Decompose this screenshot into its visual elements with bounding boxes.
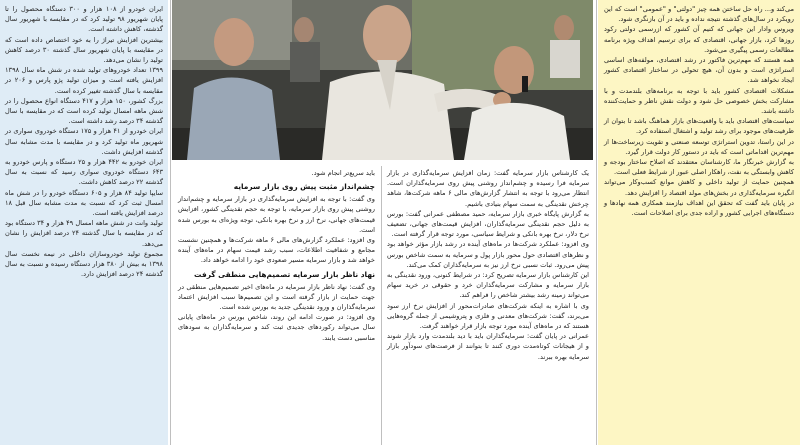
left-paragraph: ۱۳۹۹ تعداد خودروهای تولید شده در شش ماه سال ۱۳۹۸ افزایش یافته است و میزان تولید پژو پارس و ۲۰۶ در مقایسه با سال گذشته تغییر کرده است. (5, 66, 163, 95)
right-paragraph: در پایان باید گفت که تحقق این اهداف نیازمند همکاری همه نهادها و دستگاه‌های اجرایی کشور و اراده جدی برای اصلاحات است. (604, 198, 794, 218)
intro-line: باید سریع‌تر انجام شود. (311, 169, 375, 177)
center-paragraph: یک کارشناس بازار سرمایه گفت: زمان افزایش سرمایه‌گذاری در بازار سرمایه فرا رسیده و چشم‌انداز روشنی پیش روی سرمایه‌گذاران است. انتظار می‌رود با توجه به انتشار گزارش‌های مالی ۶ ماهه شرکت‌ها، شاهد چرخش نقدینگی به سمت سهام بنیادی باشیم. (387, 169, 589, 208)
right-paragraph: ویروس وادار این جهانی که کنیم آن کشور که ازرسمی دولتی رکود روزها کرد، بازار جهانی، اقتصادی که برای ترسیم اهداف ویژه برنامه مطالعات رسمی پیگیری می‌شود. (604, 25, 794, 54)
right-paragraph: سیاست‌های اقتصادی باید با واقعیت‌های بازار هماهنگ باشد تا بتوان از ظرفیت‌های موجود برای رشد تولید و اشتغال استفاده کرد. (604, 117, 794, 136)
right-paragraph: به گزارش خبرنگار ما، کارشناسان معتقدند که اصلاح ساختار بودجه و کاهش وابستگی به نفت، راهکار اصلی عبور از شرایط فعلی است. (604, 158, 794, 177)
right-article-column (598, 0, 800, 445)
left-paragraph: بیشترین افزایش تیراژ را به خود اختصاص داده است که در مقایسه با پایان شهریور سال گذشته ۳۰ درصد کاهش تولید را نشان می‌دهد. (5, 35, 163, 65)
center-paragraph: عمرانی در پایان گفت: سرمایه‌گذاران باید با دید بلندمدت وارد بازار شوند و از هیجانات کوتاه‌مدت دوری کنند تا بتوانند از فرصت‌های سودآور بازار سرمایه بهره ببرند. (387, 332, 589, 361)
center-paragraph: وی با اشاره به اینکه شرکت‌های صادرات‌محور از افزایش نرخ ارز سود می‌برند، گفت: شرکت‌های معدنی و فلزی و پتروشیمی از جمله گروه‌هایی هستند که در ماه‌های آینده مورد توجه بازار قرار خواهند گرفت. (387, 301, 589, 331)
center-article-column-2 (174, 166, 379, 445)
section-heading: نهاد ناظر بازار سرمایه تصمیم‌هایی منطقی گرفت (194, 269, 375, 279)
column-divider (381, 166, 382, 445)
traders-photo-illustration (172, 0, 593, 160)
left-paragraph: تولید وانت در شش ماهه امسال ۴۹ هزار و ۳۴ دستگاه بود که در مقایسه با سال گذشته ۲۴ درصد افزایش را نشان می‌دهد. (5, 219, 163, 248)
left-paragraph: ایران خودرو به ۴۴۲ هزار و ۲۵ دستگاه و پارس خودرو به ۶۴۳ دستگاه خودروی سواری رسید که نسبت به سال گذشته ۲۲ درصد کاهش داشت. (5, 158, 163, 187)
left-paragraph: مجموع تولید خودروسازان داخلی در نیمه نخست سال ۱۳۹۸ به بیش از ۳۸۰ هزار دستگاه رسیده و نسبت به سال گذشته ۲۴ درصد افزایش دارد. (5, 249, 163, 279)
section-heading: چشم‌انداز مثبت پیش روی بازار سرمایه (233, 182, 375, 192)
center-paragraph: وی افزود: عملکرد شرکت‌ها در ماه‌های آینده در رشد بازار مؤثر خواهد بود و نظرهای اقتصادی حول محور بازار پول و سرمایه به سمت شاخص بورس پیش می‌رود. ثبات نسبی نرخ ارز نیز به سرمایه‌گذاران کمک می‌کند. (387, 240, 589, 269)
right-paragraph: همچنین حمایت از تولید داخلی و کاهش موانع کسب‌وکار می‌تواند انگیزه سرمایه‌گذاری در بخش‌های مولد اقتصاد را افزایش دهد. (604, 178, 794, 197)
center-paragraph: این کارشناس بازار سرمایه تصریح کرد: در شرایط کنونی، ورود نقدینگی به بازار سرمایه و مشارکت سرمایه‌گذاران خرد و حقوقی در خرید سهام می‌تواند زمینه رشد بیشتر شاخص را فراهم کند. (387, 271, 589, 300)
column-divider (170, 0, 171, 445)
right-paragraph: همه هستند که مهم‌ترین فاکتور در رشد اقتصادی، مولفه‌های اساسی استراتژی است و بدون آن، هیچ تحولی در ساختار اقتصادی کشور ایجاد نخواهد شد. (604, 56, 794, 85)
column-divider (596, 0, 597, 445)
right-paragraph: در این راستا، تدوین استراتژی توسعه صنعتی و تقویت زیرساخت‌ها از مهم‌ترین اقداماتی است که باید در دستور کار دولت قرار گیرد. (604, 137, 794, 156)
center-paragraph: وی افزود: عملکرد گزارش‌های مالی ۶ ماهه شرکت‌ها و همچنین نشست مجامع و شفافیت اطلاعات، سبب رشد قیمت سهام در ماه‌های آینده خواهد شد و بازار سرمایه مسیر صعودی خود را ادامه خواهد داد. (178, 236, 375, 265)
center-paragraph: به گزارش پایگاه خبری بازار سرمایه، حمید مصطفی عمرانی گفت: بورس به دلیل حجم نقدینگی سرمایه‌گذاران، افزایش قیمت‌های جهانی، تضعیف نرخ دلار، نرخ بهره بانکی و شرایط سیاسی، مورد توجه قرار گرفته است. (387, 209, 589, 239)
left-paragraph: سایپا تولید ۸۴ هزار و ۶۰۵ دستگاه خودرو را در شش ماه امسال ثبت کرد که نسبت به مدت مشابه سال قبل ۱۸ درصد افزایش یافته است. (5, 188, 164, 218)
left-article-column (0, 0, 168, 445)
left-paragraph: ایران خودرو از ۴۱ هزار و ۱۷۵ دستگاه خودروی سواری در شهریور ماه تولید کرد و در مقایسه با مدت مشابه سال گذشته افزایش داشت. (5, 127, 163, 156)
center-paragraph: وی گفت: با توجه به افزایش سرمایه‌گذاری در بازار سرمایه و چشم‌انداز روشنی پیش روی بازار سرمایه، با توجه به حجم نقدینگی کشور، افزایش قیمت‌های جهانی، نرخ ارز و نرخ بهره بانکی، توجه ویژه‌ای به بورس شده است. (178, 195, 375, 234)
right-paragraph: می‌کند و... راه حل ساختن همه چیز "دولتی" و "عمومی" است که این رویکرد در سال‌های گذشته نتیجه نداده و باید در آن بازنگری شود. (604, 5, 794, 24)
center-paragraph: وی گفت: نهاد ناظر بازار سرمایه در ماه‌های اخیر تصمیم‌هایی منطقی در جهت حمایت از بازار گرفته است و این تصمیم‌ها سبب افزایش اعتماد سرمایه‌گذاران و ورود نقدینگی جدید به بورس شده است. (178, 282, 375, 312)
left-paragraph: بزرگ کشور، ۱۵۰ هزار و ۴۱۷ دستگاه انواع محصول را در شش ماهه امسال تولید کرده است که در مقایسه با سال گذشته ۳۴ درصد رشد داشته است. (5, 96, 163, 126)
center-article-column-1 (383, 166, 593, 445)
stock-exchange-photo (172, 0, 593, 160)
right-paragraph: مشکلات اقتصادی کشور باید با توجه به برنامه‌های بلندمدت و با مشارکت بخش خصوصی حل شود و دولت نقش ناظر و حمایت‌کننده داشته باشد. (604, 86, 794, 116)
center-paragraph: وی افزود: در صورت ادامه این روند، شاخص بورس در ماه‌های پایانی سال می‌تواند رکوردهای جدیدی ثبت کند و سرمایه‌گذاران به سودهای مناسبی دست یابند. (178, 313, 375, 342)
left-paragraph: ایران خودرو از ۱۰۸ هزار و ۳۰۰ دستگاه محصول را تا پایان شهریور ۹۸ تولید کرد که در مقایسه با شهریور سال گذشته، کاهش داشته است. (5, 5, 163, 34)
